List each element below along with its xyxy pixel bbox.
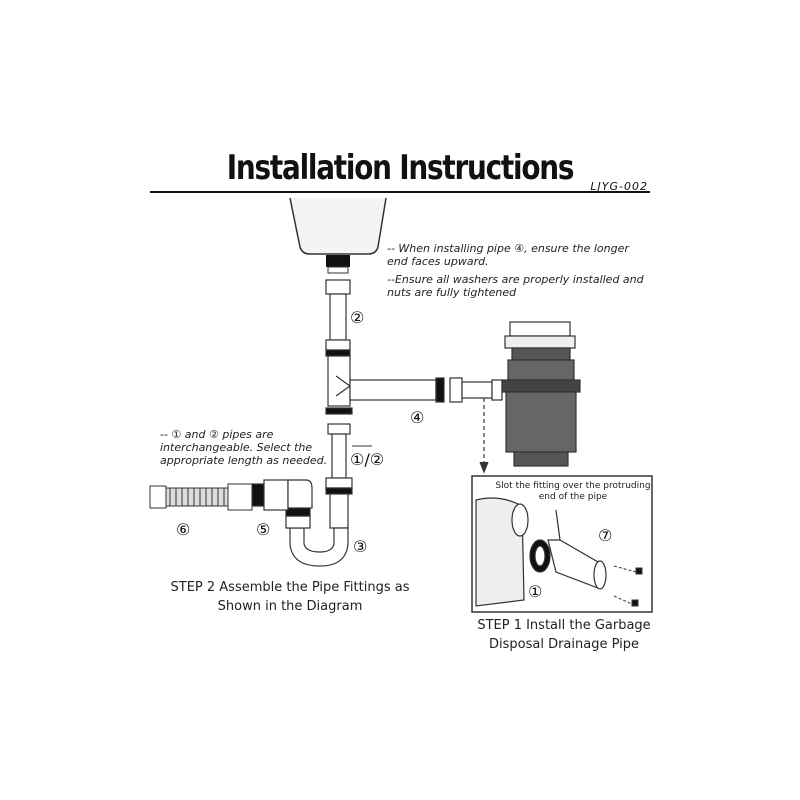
label-pipe-1-2: ①/② bbox=[350, 450, 385, 469]
step-1-caption: STEP 1 Install the Garbage Disposal Drainage Pipe bbox=[477, 618, 651, 652]
label-p-trap: ③ bbox=[353, 537, 368, 556]
label-hose: ⑥ bbox=[176, 520, 191, 539]
elbow-connector bbox=[252, 480, 312, 510]
label-inset-pipe-1: ① bbox=[528, 582, 543, 601]
model-number: LJYG-002 bbox=[590, 180, 648, 193]
note-washers: --Ensure all washers are properly installed and nuts are fully tightened bbox=[387, 273, 644, 299]
flexible-hose bbox=[150, 484, 252, 510]
sink-basin bbox=[290, 198, 386, 254]
inset-note: Slot the fitting over the protruding end of the pipe bbox=[495, 481, 651, 502]
label-pipe-2: ② bbox=[350, 308, 365, 327]
garbage-disposal bbox=[502, 322, 580, 466]
sink-drain-nut bbox=[326, 255, 350, 267]
step-2-caption: STEP 2 Assemble the Pipe Fittings as Shown in the Diagram bbox=[170, 580, 410, 614]
pipe-4 bbox=[350, 378, 502, 402]
label-inset-screws: ⑦ bbox=[598, 526, 613, 545]
note-pipe4-orientation: -- When installing pipe ④, ensure the longer end faces upward. bbox=[387, 242, 629, 268]
note-interchangeable: -- ① and ② pipes are interchangeable. Select the appropriate length as needed. bbox=[160, 428, 328, 467]
page-title: Installation Instructions bbox=[226, 148, 574, 188]
label-elbow: ⑤ bbox=[256, 520, 271, 539]
pipe-2 bbox=[326, 280, 350, 356]
tee-fitting bbox=[326, 356, 352, 414]
label-pipe-4: ④ bbox=[410, 408, 425, 427]
guide-arrow bbox=[480, 398, 488, 472]
